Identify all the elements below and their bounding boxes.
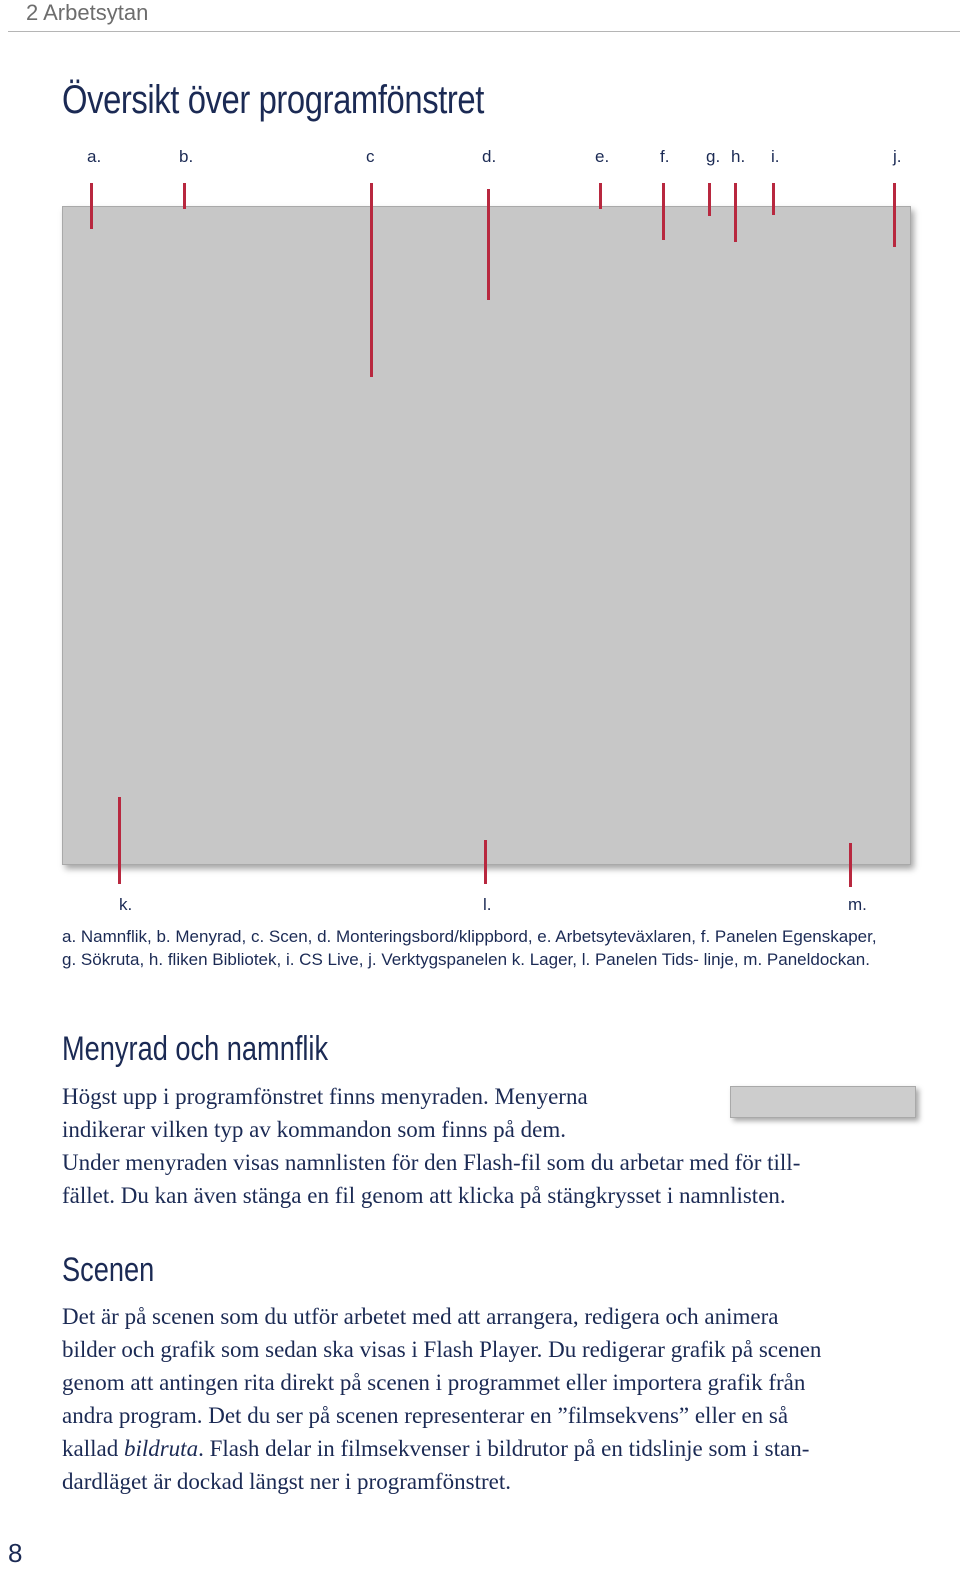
callout-label-k: k. <box>119 895 133 914</box>
callout-line-b <box>183 183 186 209</box>
callout-line-m <box>849 843 852 887</box>
body-line: genom att antingen rita direkt på scenen i programmet eller importera grafik från <box>62 1370 806 1395</box>
header-rule <box>8 31 960 32</box>
callout-label-l: l. <box>483 895 492 914</box>
page-number: 8 <box>8 1538 23 1568</box>
program-window-screenshot <box>62 206 911 865</box>
body-text: kallad <box>62 1436 124 1461</box>
callout-label-f: f. <box>660 147 670 166</box>
callout-line-d <box>487 189 490 300</box>
callout-line-g <box>708 183 711 216</box>
section-heading-scenen: Scenen <box>62 1251 155 1289</box>
chapter-title: 2 Arbetsytan <box>26 0 149 25</box>
callout-line-f <box>662 183 665 240</box>
body-line: bilder och grafik som sedan ska visas i Flash Player. Du redigerar grafik på scenen <box>62 1337 822 1362</box>
body-line: dardläget är dockad längst ner i programfönstret. <box>62 1469 511 1494</box>
menubar-screenshot <box>730 1086 916 1118</box>
callout-label-i: i. <box>771 147 780 166</box>
callout-label-b: b. <box>179 147 194 166</box>
callout-label-m: m. <box>848 895 867 914</box>
figure-caption: a. Namnflik, b. Menyrad, c. Scen, d. Monteringsbord/klippbord, e. Arbetsyteväxlaren, f. Panelen Egenskaper, g. Sökruta, h. fliken Bibliotek, i. CS Live, j. Verktygspanelen k. Lager, l. Panelen Tids- linje, m. Paneldockan. <box>62 927 877 969</box>
body-text: . Flash delar in filmsekvenser i bildrutor på en tidslinje som i stan- <box>198 1436 810 1461</box>
callout-line-k <box>118 797 121 884</box>
callout-line-e <box>599 183 602 209</box>
callout-line-i <box>772 183 775 215</box>
callout-line-c <box>370 183 373 377</box>
callout-label-j: j. <box>893 147 902 166</box>
callout-label-c: c <box>366 147 375 166</box>
callout-line-l <box>484 840 487 884</box>
page-title: Översikt över programfönstret <box>62 78 484 122</box>
body-line: Det är på scenen som du utför arbetet med att arrangera, redigera och animera <box>62 1304 779 1329</box>
body-line <box>62 1432 809 1465</box>
callout-label-a: a. <box>87 147 102 166</box>
callout-line-j <box>893 183 896 247</box>
callout-line-a <box>90 183 93 229</box>
body-line: fället. Du kan även stänga en fil genom att klicka på stängkrysset i namnlisten. <box>62 1183 786 1208</box>
body-line: andra program. Det du ser på scenen representerar en ”filmsekvens” eller en så <box>62 1403 789 1428</box>
callout-label-g: g. <box>706 147 721 166</box>
callout-label-d: d. <box>482 147 497 166</box>
callout-label-e: e. <box>595 147 610 166</box>
callout-label-h: h. <box>731 147 746 166</box>
section-heading-menyrad: Menyrad och namnflik <box>62 1030 329 1068</box>
body-line: Under menyraden visas namnlisten för den Flash-fil som du arbetar med för till- <box>62 1150 801 1175</box>
body-line: indikerar vilken typ av kommandon som finns på dem. <box>62 1117 566 1142</box>
emphasized-term: bildruta <box>123 1436 199 1461</box>
callout-line-h <box>734 183 737 242</box>
body-line: Högst upp i programfönstret finns menyraden. Menyerna <box>62 1084 588 1109</box>
